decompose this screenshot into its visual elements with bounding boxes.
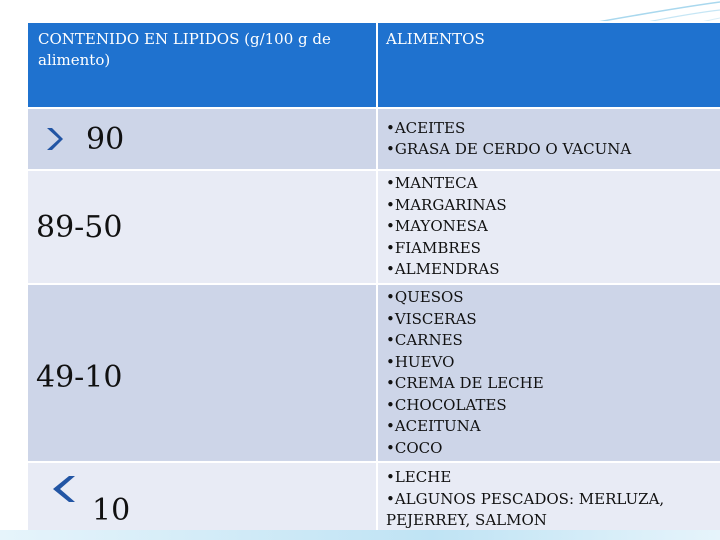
table-row <box>27 108 720 170</box>
fat-value-cell <box>27 170 377 284</box>
fat-value-wrap <box>28 109 376 169</box>
food-item: •MAYONESA <box>386 217 488 236</box>
food-item: •COCO <box>386 438 443 457</box>
foods-list <box>378 116 720 163</box>
fat-value-wrap <box>28 285 376 461</box>
food-item: •QUESOS <box>386 288 464 306</box>
chevron-right-icon <box>44 126 64 152</box>
fat-content-table <box>26 21 720 538</box>
foods-list <box>378 465 720 534</box>
fat-value-cell <box>27 462 377 537</box>
foods-cell <box>377 108 720 170</box>
bottom-decoration-bar <box>0 530 720 540</box>
table-header-row <box>27 22 720 108</box>
food-item: •CHOCOLATES <box>386 395 507 414</box>
fat-value-wrap <box>28 171 376 283</box>
fat-value-wrap <box>28 463 376 536</box>
food-item: •HUEVO <box>386 352 455 371</box>
food-item: •LECHE <box>386 468 452 487</box>
food-item: •VISCERAS <box>386 309 477 328</box>
food-item: •MANTECA <box>386 174 478 193</box>
food-item: •FIAMBRES <box>386 238 481 257</box>
fat-value: 90 <box>86 121 125 157</box>
fat-value-cell <box>27 284 377 462</box>
table-row <box>27 284 720 462</box>
fat-value: 49-10 <box>36 360 123 395</box>
food-item: •ACEITES <box>386 118 466 137</box>
food-item: •GRASA DE CERDO O VACUNA <box>386 140 632 158</box>
food-item: •ALGUNOS PESCADOS: MERLUZA, PEJERREY, SALMON <box>386 489 665 530</box>
chevron-left-icon <box>50 474 76 504</box>
fat-value: 10 <box>92 493 131 528</box>
fat-value: 89-50 <box>36 209 123 245</box>
header-fat-content: CONTENIDO EN LIPIDOS (g/100 g de alimento) <box>27 22 377 108</box>
foods-list <box>378 285 720 461</box>
foods-cell <box>377 284 720 462</box>
food-item: •MARGARINAS <box>386 195 507 214</box>
foods-cell <box>377 462 720 537</box>
fat-value-cell <box>27 108 377 170</box>
food-item: •ALMENDRAS <box>386 260 500 279</box>
food-item: •CARNES <box>386 331 463 349</box>
table-row <box>27 462 720 537</box>
table-row <box>27 170 720 284</box>
foods-list <box>378 171 720 283</box>
foods-cell <box>377 170 720 284</box>
food-item: •ACEITUNA <box>386 417 481 435</box>
food-item: •CREMA DE LECHE <box>386 374 544 392</box>
header-foods: ALIMENTOS <box>377 22 720 108</box>
